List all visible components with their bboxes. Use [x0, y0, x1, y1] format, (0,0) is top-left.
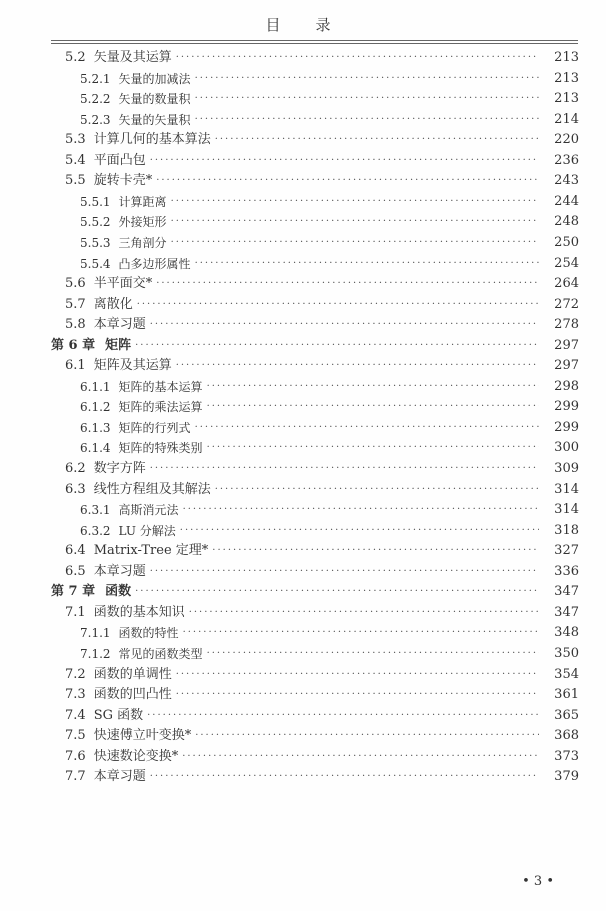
toc-entry[interactable]	[0, 706, 606, 726]
toc-entry-page: 368	[554, 728, 579, 744]
toc-entry-number: 6.1	[65, 358, 86, 374]
toc-entry-page: 299	[554, 399, 579, 415]
toc-entry-title: 矩阵	[105, 337, 132, 353]
toc-leader-dots	[207, 644, 539, 664]
toc-entry-page: 350	[554, 645, 579, 661]
toc-entry[interactable]	[0, 89, 606, 109]
toc-entry[interactable]	[0, 48, 606, 68]
toc-entry-title: 矩阵的基本运算	[118, 379, 203, 394]
toc-entry[interactable]	[0, 274, 606, 294]
toc-entry[interactable]	[0, 69, 606, 89]
toc-leader-dots	[176, 356, 539, 376]
toc-entry-title: 矢量的加减法	[118, 71, 191, 86]
toc-entry[interactable]	[0, 171, 606, 191]
toc-entry-page: 244	[554, 193, 579, 209]
toc-entry[interactable]	[0, 356, 606, 376]
toc-leader-dots	[135, 582, 539, 602]
toc-entry-number: 7.7	[65, 769, 86, 785]
toc-entry-title: 计算几何的基本算法	[93, 132, 211, 148]
toc-entry-page: 213	[554, 50, 579, 65]
toc-entry-page: 365	[554, 707, 579, 723]
toc-entry[interactable]	[0, 418, 606, 438]
toc-entry-page: 348	[554, 625, 579, 641]
toc-entry[interactable]	[0, 603, 606, 623]
toc-leader-dots	[207, 377, 539, 397]
toc-entry-page: 347	[554, 584, 579, 600]
toc-entry-number: 5.5.1	[80, 194, 111, 209]
toc-entry-title: 本章习题	[93, 769, 146, 785]
toc-entry[interactable]	[0, 582, 606, 602]
toc-entry-title: 快速傅立叶变换*	[93, 728, 192, 744]
toc-leader-dots	[176, 685, 539, 705]
toc-entry-page: 314	[554, 502, 579, 518]
toc-entry[interactable]	[0, 644, 606, 664]
toc-entry-page: 347	[554, 604, 579, 620]
toc-entry[interactable]	[0, 254, 606, 274]
toc-leader-dots	[171, 233, 539, 253]
toc-entry-title: 凸多边形属性	[118, 256, 191, 271]
toc-entry-page: 327	[554, 543, 579, 559]
toc-entry-number: 5.4	[65, 152, 86, 168]
toc-entry[interactable]	[0, 480, 606, 500]
toc-entry-number: 6.5	[65, 563, 86, 579]
toc-entry-title: 函数的特性	[118, 626, 179, 641]
toc-leader-dots	[215, 480, 539, 500]
toc-entry-title: 函数的单调性	[93, 666, 172, 682]
toc-entry-page: 354	[554, 666, 579, 682]
toc-entry-title: 矩阵的乘法运算	[118, 400, 203, 415]
toc-entry[interactable]	[0, 151, 606, 171]
toc-entry-number: 5.8	[65, 317, 86, 333]
toc-entry-page: 318	[554, 522, 579, 538]
toc-entry-number: 6.1.2	[80, 400, 111, 415]
page-header-title: 目 录	[265, 16, 341, 34]
toc-entry-page: 299	[554, 419, 579, 435]
toc-entry-title: 本章习题	[93, 563, 146, 579]
toc-leader-dots	[147, 706, 539, 726]
toc-entry-number: 7.1.2	[80, 646, 111, 661]
toc-entry-number: 第 7 章	[51, 584, 96, 600]
toc-entry-number: 5.3	[65, 132, 86, 148]
toc-entry-page: 278	[554, 317, 579, 333]
toc-leader-dots	[215, 130, 539, 150]
toc-leader-dots	[176, 665, 539, 685]
toc-entry-page: 298	[554, 378, 579, 394]
toc-entry-page: 336	[554, 563, 579, 579]
page-number: • 3 •	[522, 874, 554, 889]
toc-entry-number: 5.2	[65, 50, 86, 65]
toc-entry-number: 7.1	[65, 604, 86, 620]
toc-entry[interactable]	[0, 521, 606, 541]
toc-entry[interactable]	[0, 377, 606, 397]
toc-leader-dots	[195, 254, 539, 274]
toc-entry-number: 5.5	[65, 173, 86, 189]
toc-entry-title: 函数的凹凸性	[93, 687, 172, 703]
toc-entry-title: 三角剖分	[118, 235, 167, 250]
toc-entry[interactable]	[0, 726, 606, 746]
toc-entry-number: 7.1.1	[80, 626, 111, 641]
toc-entry-number: 6.1.4	[80, 441, 111, 456]
toc-entry-page: 373	[554, 748, 579, 764]
toc-entry[interactable]	[0, 500, 606, 520]
toc-entry-page: 309	[554, 461, 579, 476]
toc-entry-page: 264	[554, 276, 579, 292]
toc-entry[interactable]	[0, 459, 606, 479]
toc-entry-title: 平面凸包	[93, 152, 146, 168]
toc-entry-title: 矩阵的特殊类别	[118, 441, 203, 456]
toc-leader-dots	[195, 418, 539, 438]
toc-leader-dots	[180, 521, 539, 541]
toc-entry[interactable]	[0, 623, 606, 643]
toc-entry-page: 214	[554, 111, 579, 127]
toc-entry-title: 矢量的数量积	[118, 92, 191, 107]
toc-entry-number: 5.2.2	[80, 92, 111, 107]
toc-entry[interactable]	[0, 397, 606, 417]
toc-entry-page: 250	[554, 234, 579, 250]
toc-entry-number: 6.3	[65, 481, 86, 497]
toc-entry-title: 快速数论变换*	[93, 748, 179, 764]
toc-entry-title: 本章习题	[93, 317, 146, 333]
toc-entry-number: 5.2.1	[80, 71, 111, 86]
toc-leader-dots	[150, 562, 539, 582]
toc-entry-page: 314	[554, 481, 579, 497]
toc-entry-page: 379	[554, 769, 579, 785]
toc-leader-dots	[189, 603, 539, 623]
toc-entry-number: 5.5.3	[80, 235, 111, 250]
toc-entry-page: 220	[554, 132, 579, 148]
toc-entry-title: SG 函数	[93, 707, 144, 723]
toc-entry-title: 函数	[105, 584, 132, 600]
toc-entry[interactable]	[0, 747, 606, 767]
toc-entry[interactable]	[0, 212, 606, 232]
toc-entry-number: 5.6	[65, 276, 86, 292]
toc-entry[interactable]	[0, 438, 606, 458]
toc-leader-dots	[195, 69, 539, 89]
toc-entry[interactable]	[0, 767, 606, 787]
toc-entry-title: 外接矩形	[118, 215, 167, 230]
toc-leader-dots	[207, 397, 539, 417]
toc-entry-title: 线性方程组及其解法	[93, 481, 211, 497]
toc-entry-page: 248	[554, 214, 579, 230]
toc-leader-dots	[183, 623, 539, 643]
toc-entry-page: 213	[554, 70, 579, 86]
toc-entry-title: 计算距离	[118, 194, 167, 209]
toc-leader-dots	[171, 192, 539, 212]
toc-leader-dots	[150, 315, 539, 335]
toc-entry-number: 6.1.3	[80, 420, 111, 435]
toc-entry-title: 矢量的矢量积	[118, 112, 191, 127]
toc-entry[interactable]	[0, 295, 606, 315]
toc-leader-dots	[195, 726, 539, 746]
toc-entry-title: 函数的基本知识	[93, 604, 185, 620]
toc-entry-number: 7.3	[65, 687, 86, 703]
toc-leader-dots	[212, 541, 539, 561]
toc-entry-title: 矢量及其运算	[93, 50, 172, 65]
toc-entry-title: 旋转卡壳*	[93, 173, 153, 189]
toc-leader-dots	[156, 274, 539, 294]
toc-leader-dots	[207, 438, 539, 458]
toc-entry-title: Matrix-Tree 定理*	[93, 543, 209, 559]
toc-entry[interactable]	[0, 110, 606, 130]
toc-entry-page: 297	[554, 337, 579, 353]
toc-entry-title: 高斯消元法	[118, 503, 179, 518]
toc-entry-number: 6.2	[65, 461, 86, 476]
toc-entry-page: 243	[554, 173, 579, 189]
toc-entry-number: 5.5.2	[80, 215, 111, 230]
toc-entry-title: 矩阵及其运算	[93, 358, 172, 374]
toc-entry-page: 300	[554, 440, 579, 456]
toc-entry-page: 297	[554, 358, 579, 374]
toc-entry[interactable]	[0, 541, 606, 561]
toc-leader-dots	[195, 110, 539, 130]
toc-entry-title: LU 分解法	[118, 523, 176, 538]
toc-entry-title: 常见的函数类型	[118, 646, 203, 661]
toc-entry[interactable]	[0, 685, 606, 705]
toc-entry[interactable]	[0, 233, 606, 253]
toc-leader-dots	[150, 151, 539, 171]
toc-entry-number: 5.5.4	[80, 256, 111, 271]
toc-entry-page: 254	[554, 255, 579, 271]
toc-entry[interactable]	[0, 336, 606, 356]
toc-entry-number: 7.4	[65, 707, 86, 723]
toc-leader-dots	[156, 171, 539, 191]
toc-entry[interactable]	[0, 130, 606, 150]
toc-entry-title: 数字方阵	[93, 461, 146, 476]
toc-leader-dots	[183, 500, 539, 520]
header-rule	[51, 40, 578, 41]
toc-entry[interactable]	[0, 562, 606, 582]
toc-leader-dots	[171, 212, 539, 232]
toc-leader-dots	[182, 747, 539, 767]
toc-leader-dots	[150, 459, 539, 479]
toc-entry-title: 离散化	[93, 296, 133, 312]
toc-entry-number: 第 6 章	[51, 337, 96, 353]
header-rule-secondary	[51, 43, 578, 44]
toc-entry-number: 6.4	[65, 543, 86, 559]
toc-leader-dots	[135, 336, 539, 356]
toc-entry[interactable]	[0, 665, 606, 685]
toc-entry-page: 213	[554, 91, 579, 107]
toc-leader-dots	[137, 295, 539, 315]
toc-leader-dots	[195, 89, 539, 109]
toc-entry-number: 7.2	[65, 666, 86, 682]
toc-entry-title: 半平面交*	[93, 276, 153, 292]
toc-leader-dots	[150, 767, 539, 787]
toc-entry-number: 7.6	[65, 748, 86, 764]
toc-entry-number: 5.2.3	[80, 112, 111, 127]
toc-entry-number: 6.3.1	[80, 503, 111, 518]
toc-entry-number: 7.5	[65, 728, 86, 744]
toc-entry-number: 5.7	[65, 296, 86, 312]
toc-entry-number: 6.3.2	[80, 523, 111, 538]
toc-entry-page: 272	[554, 296, 579, 312]
toc-entry[interactable]	[0, 192, 606, 212]
toc-leader-dots	[176, 48, 539, 68]
toc-entry-page: 361	[554, 687, 579, 703]
toc-entry-number: 6.1.1	[80, 379, 111, 394]
toc-entry-title: 矩阵的行列式	[118, 420, 191, 435]
toc-entry-page: 236	[554, 152, 579, 168]
toc-entry[interactable]	[0, 315, 606, 335]
